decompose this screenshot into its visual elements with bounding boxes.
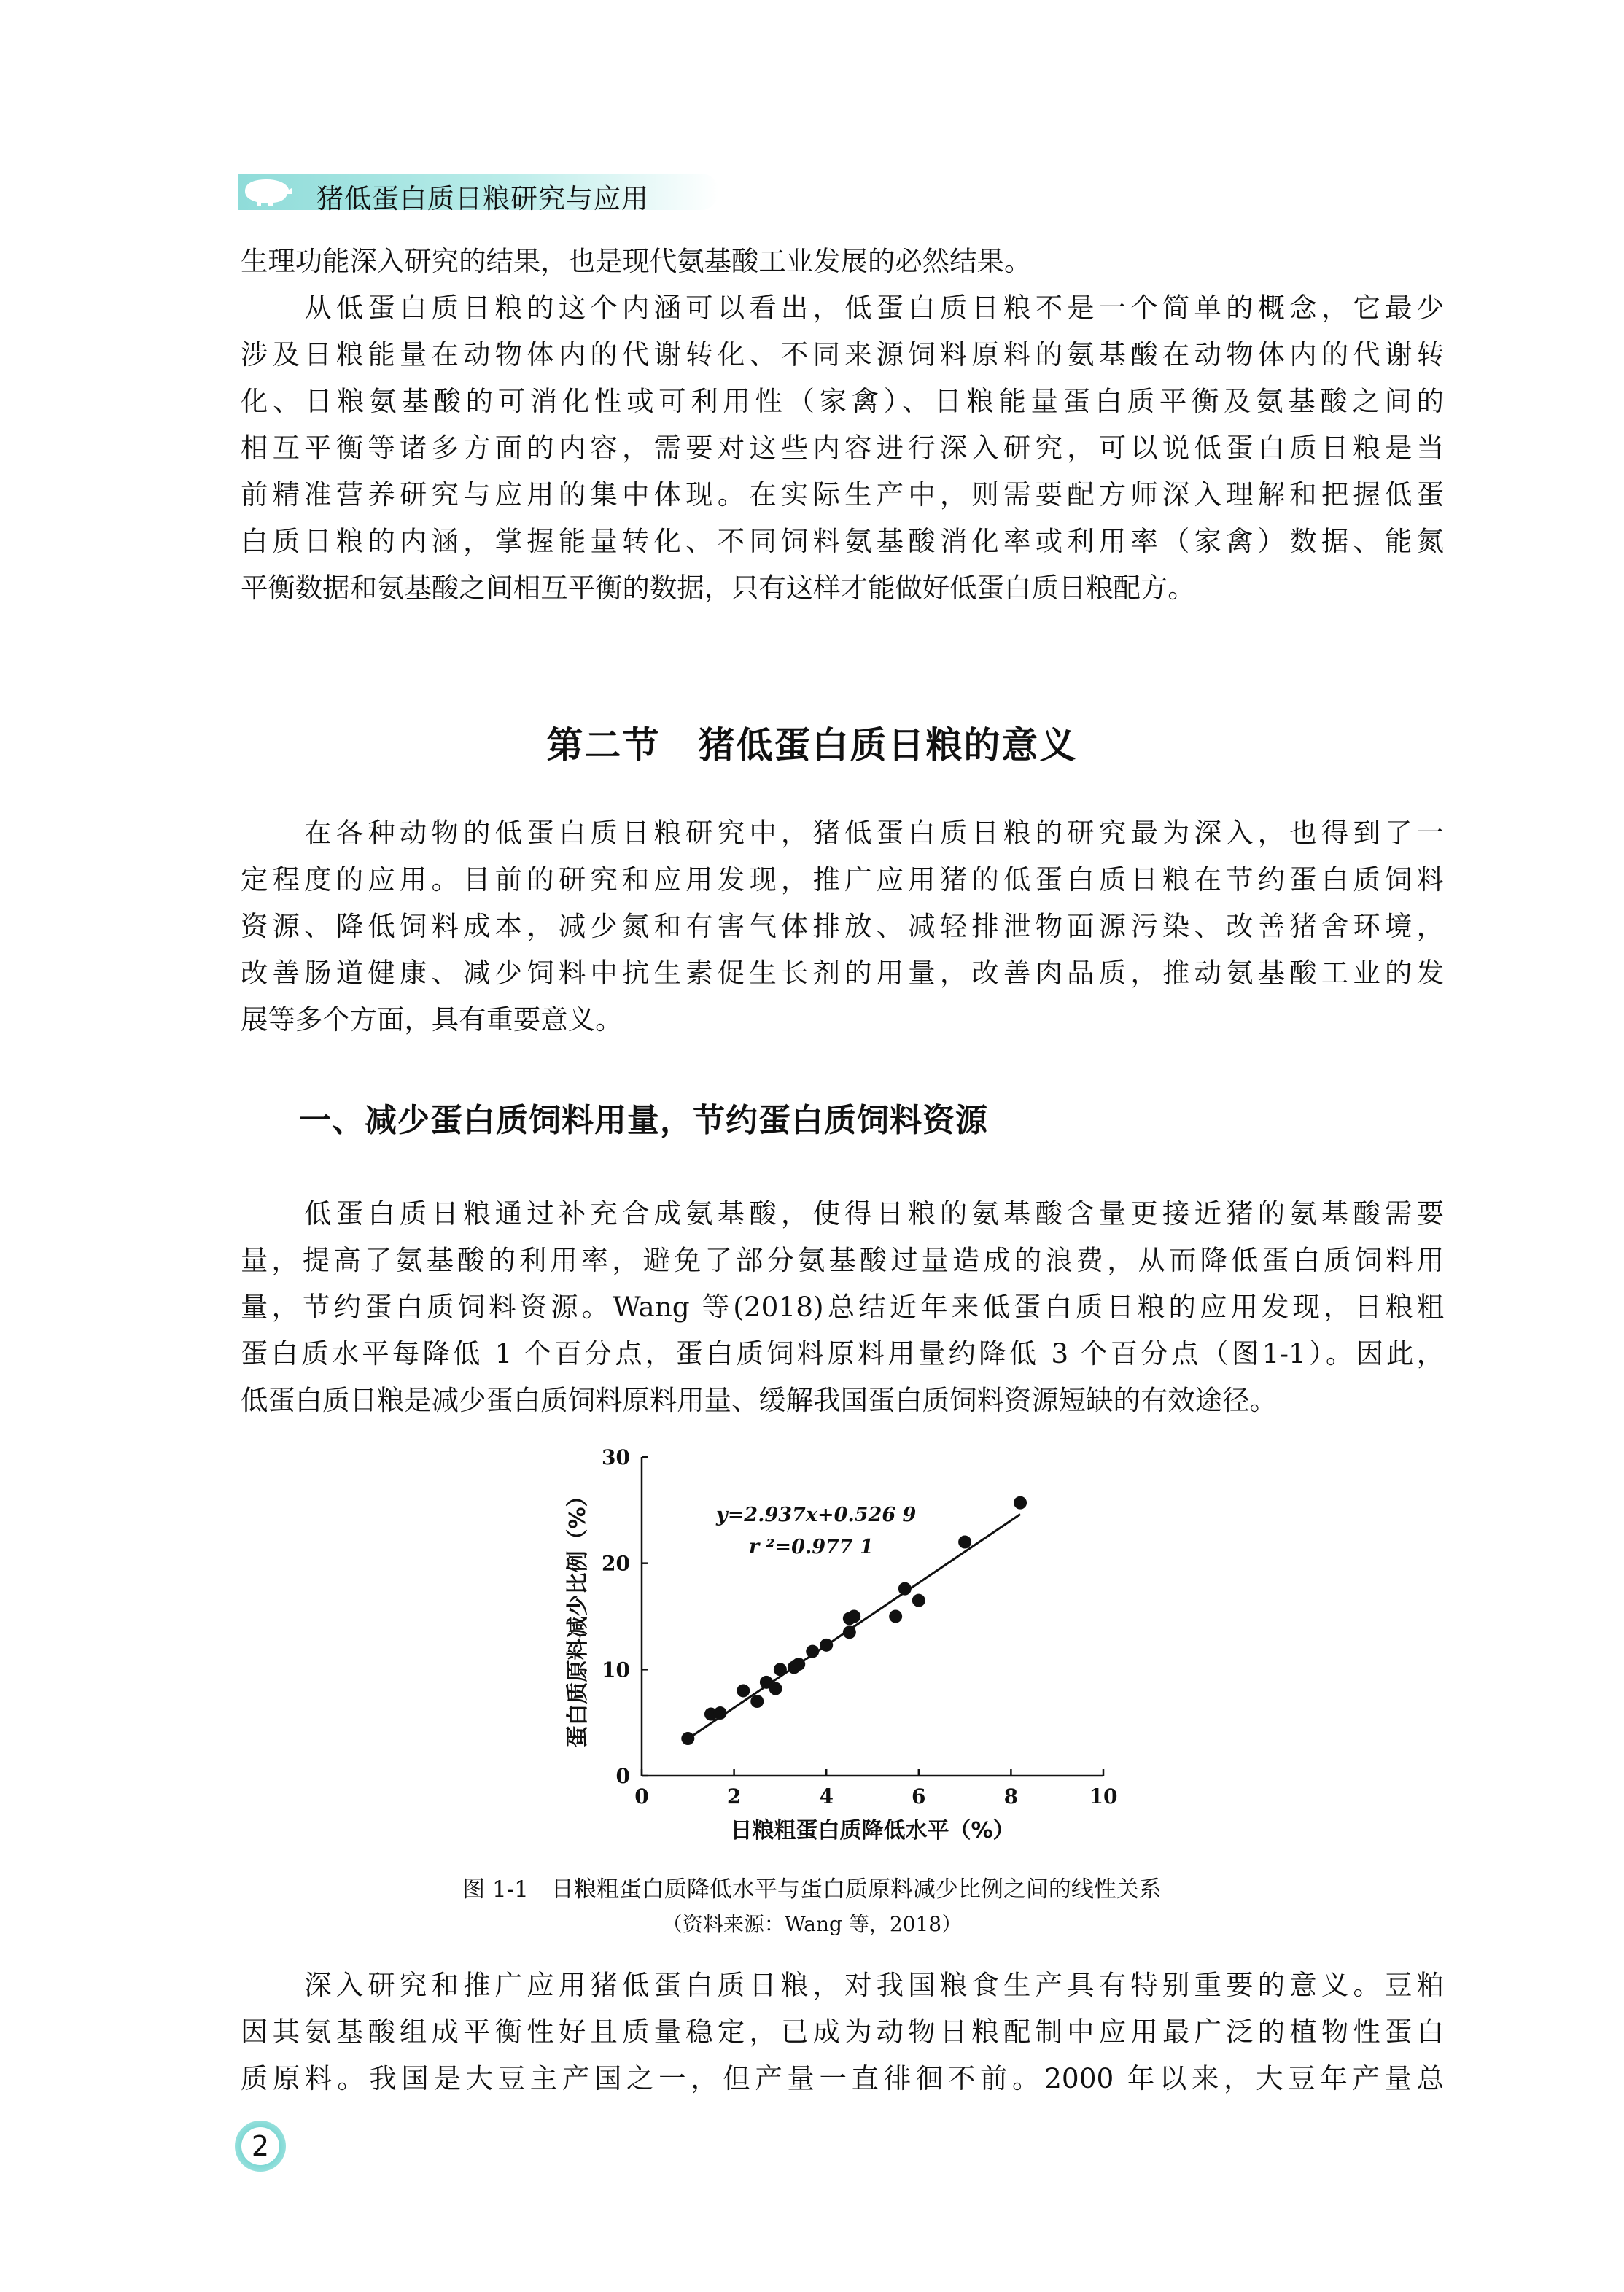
text-line: 深入研究和推广应用猪低蛋白质日粮，对我国粮食生产具有特别重要的意义。豆粕	[241, 1969, 1444, 2001]
data-point	[750, 1695, 764, 1708]
data-point	[898, 1582, 912, 1596]
text-line: 展等多个方面，具有重要意义。	[241, 1003, 623, 1036]
r-squared-label: r ²=0.977 1	[749, 1536, 874, 1558]
y-tick-label: 10	[602, 1658, 630, 1682]
text-line: 相互平衡等诸多方面的内容，需要对这些内容进行深入研究，可以说低蛋白质日粮是当	[241, 432, 1444, 464]
x-tick-label: 10	[1089, 1784, 1118, 1809]
data-point	[958, 1536, 971, 1549]
scatter-chart	[554, 1444, 1138, 1852]
y-tick-label: 20	[602, 1551, 630, 1576]
paragraph-5	[241, 1962, 1444, 2102]
text-line: 平衡数据和氨基酸之间相互平衡的数据，只有这样才能做好低蛋白质日粮配方。	[241, 572, 1195, 604]
data-point	[681, 1732, 694, 1745]
data-point	[912, 1594, 925, 1607]
x-axis-label: 日粮粗蛋白质降低水平（%）	[730, 1818, 1015, 1844]
text-line: 从低蛋白质日粮的这个内涵可以看出，低蛋白质日粮不是一个简单的概念，它最少	[241, 292, 1444, 324]
section-title: 第二节 猪低蛋白质日粮的意义	[546, 723, 1078, 766]
paragraph-1	[241, 238, 1444, 284]
text-line: 量，节约蛋白质饲料资源。Wang 等(2018)总结近年来低蛋白质日粮的应用发现，日粮粗	[241, 1291, 1444, 1323]
header-title: 猪低蛋白质日粮研究与应用	[316, 183, 649, 214]
paragraph-2	[241, 284, 1444, 611]
text-line: 在各种动物的低蛋白质日粮研究中，猪低蛋白质日粮的研究最为深入，也得到了一	[241, 817, 1444, 849]
data-point	[737, 1684, 750, 1697]
data-point	[774, 1663, 787, 1676]
data-point	[806, 1645, 819, 1658]
x-tick-label: 8	[1003, 1784, 1019, 1809]
data-point	[843, 1625, 856, 1639]
text-line: 定程度的应用。目前的研究和应用发现，推广应用猪的低蛋白质日粮在节约蛋白质饲料	[241, 863, 1444, 896]
text-line: 涉及日粮能量在动物体内的代谢转化、不同来源饲料原料的氨基酸在动物体内的代谢转	[241, 338, 1444, 370]
text-line: 低蛋白质日粮是减少蛋白质饲料原料用量、缓解我国蛋白质饲料资源短缺的有效途径。	[241, 1384, 1277, 1416]
text-line: 资源、降低饲料成本，减少氮和有害气体排放、减轻排泄物面源污染、改善猪舍环境，	[241, 910, 1444, 942]
data-point	[847, 1610, 860, 1623]
subsection-title: 一、减少蛋白质饲料用量，节约蛋白质饲料资源	[299, 1102, 988, 1139]
text-line: 蛋白质水平每降低 1 个百分点，蛋白质饲料原料用量约降低 3 个百分点（图1-1）。因此，	[241, 1337, 1444, 1370]
figure-source: （资料来源：Wang 等，2018）	[661, 1912, 963, 1936]
regression-equation: y=2.937x+0.526 9	[716, 1504, 917, 1526]
text-line: 因其氨基酸组成平衡性好且质量稳定，已成为动物日粮配制中应用最广泛的植物性蛋白	[241, 2016, 1444, 2048]
data-point	[769, 1682, 782, 1695]
y-axis-label: 蛋白质原料减少比例（%）	[565, 1485, 591, 1748]
text-line: 化、日粮氨基酸的可消化性或可利用性（家禽）、日粮能量蛋白质平衡及氨基酸之间的	[241, 385, 1444, 417]
x-tick-label: 2	[726, 1784, 742, 1809]
data-point	[820, 1639, 833, 1652]
text-line: 白质日粮的内涵，掌握能量转化、不同饲料氨基酸消化率或利用率（家禽）数据、能氮	[241, 525, 1444, 557]
data-point	[889, 1610, 902, 1623]
text-line: 生理功能深入研究的结果，也是现代氨基酸工业发展的必然结果。	[241, 245, 1032, 277]
text-line: 量，提高了氨基酸的利用率，避免了部分氨基酸过量造成的浪费，从而降低蛋白质饲料用	[241, 1244, 1444, 1276]
paragraph-4	[241, 1190, 1444, 1423]
paragraph-3	[241, 809, 1444, 1043]
text-line: 改善肠道健康、减少饲料中抗生素促生长剂的用量，改善肉品质，推动氨基酸工业的发	[241, 957, 1444, 989]
y-tick-label: 30	[602, 1445, 630, 1469]
pig-icon	[241, 175, 293, 207]
text-line: 质原料。我国是大豆主产国之一，但产量一直徘徊不前。2000 年以来，大豆年产量总	[241, 2062, 1444, 2094]
figure-caption: 图 1-1 日粮粗蛋白质降低水平与蛋白质原料减少比例之间的线性关系	[462, 1876, 1162, 1903]
running-header	[238, 169, 719, 213]
x-tick-label: 6	[912, 1784, 926, 1809]
page-number: 2	[235, 2121, 286, 2172]
x-tick-label: 4	[819, 1784, 834, 1809]
x-tick-label: 0	[634, 1784, 649, 1809]
text-line: 低蛋白质日粮通过补充合成氨基酸，使得日粮的氨基酸含量更接近猪的氨基酸需要	[241, 1197, 1444, 1229]
data-point	[792, 1658, 805, 1671]
data-point	[714, 1706, 727, 1720]
data-point	[1014, 1496, 1027, 1510]
y-tick-label: 0	[615, 1764, 630, 1788]
text-line: 前精准营养研究与应用的集中体现。在实际生产中，则需要配方师深入理解和把握低蛋	[241, 478, 1444, 510]
